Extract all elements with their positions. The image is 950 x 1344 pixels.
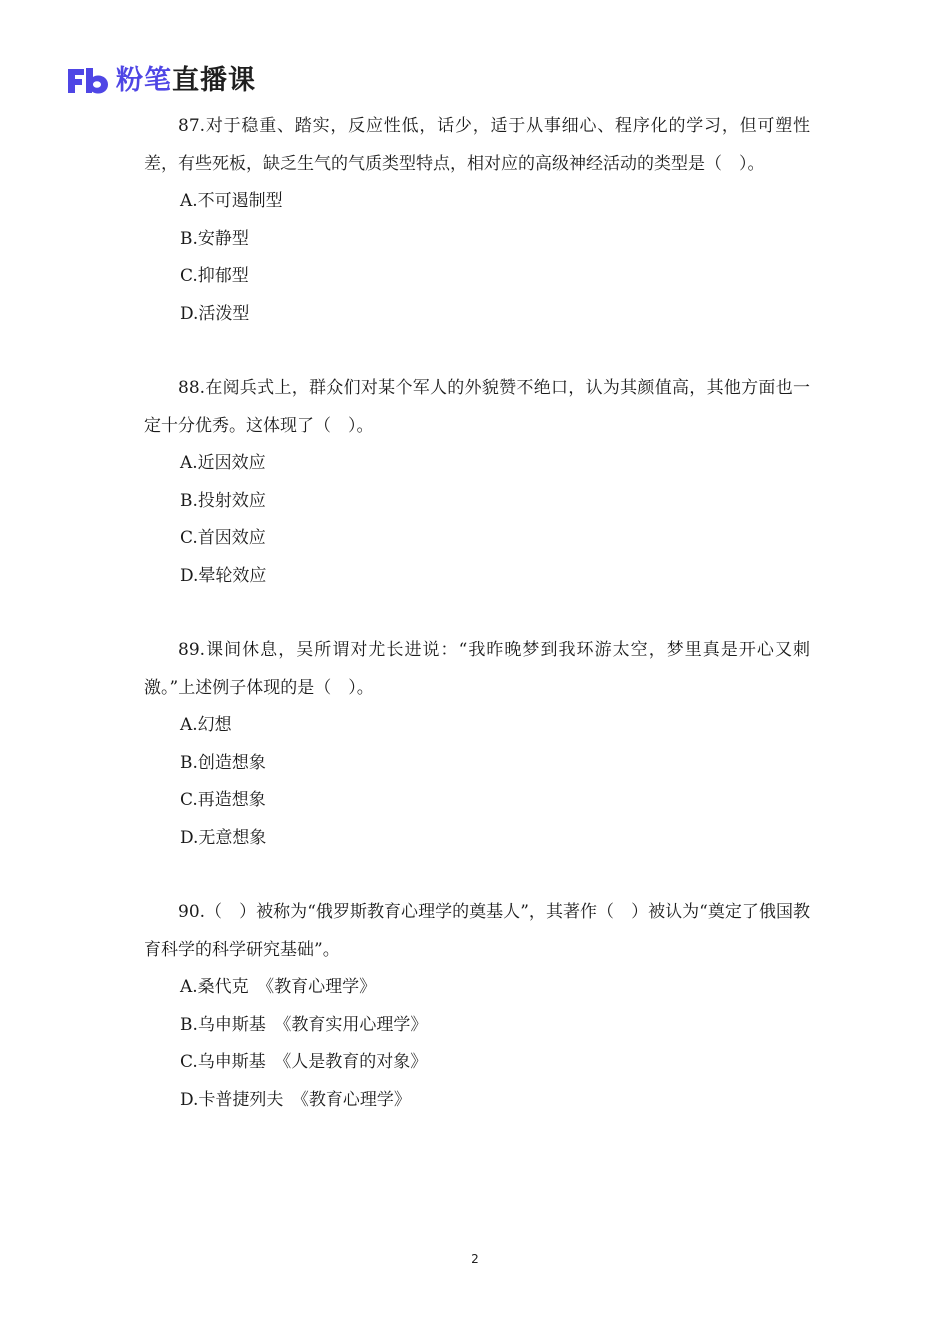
option-a: A.近因效应 [180, 453, 266, 473]
option-d: D.活泼型 [180, 303, 250, 324]
logo-brand-text: 粉笔 [116, 65, 172, 96]
question-stem: 88.在阅兵式上，群众们对某个军人的外貌赞不绝口，认为其颜值高，其他方面也一定十分优秀。这体现了（ ）。 [144, 378, 810, 436]
option-b: B.乌申斯基 《教育实用心理学》 [180, 1014, 428, 1035]
question-90 [144, 894, 810, 1119]
question-list [144, 108, 810, 1156]
option-a: A.不可遏制型 [180, 191, 283, 211]
logo-product-text: 直播课 [172, 65, 256, 96]
option-d: D.卡普捷列夫 《教育心理学》 [180, 1089, 411, 1110]
option-d: D.无意想象 [180, 827, 267, 848]
fb-logo-icon [66, 66, 110, 96]
option-b: B.创造想象 [180, 752, 266, 773]
question-stem: 90.（ ）被称为“俄罗斯教育心理学的奠基人”，其著作（ ）被认为“奠定了俄国教育科学的科学研究基础”。 [144, 902, 810, 960]
option-d: D.晕轮效应 [180, 565, 267, 586]
page-number: 2 [471, 1252, 479, 1266]
option-c: C.乌申斯基 《人是教育的对象》 [180, 1052, 428, 1072]
question-89 [144, 632, 810, 857]
question-88 [144, 370, 810, 595]
question-stem: 87.对于稳重、踏实，反应性低，话少，适于从事细心、程序化的学习，但可塑性差，有些死板，缺乏生气的气质类型特点，相对应的高级神经活动的类型是（ ）。 [144, 116, 810, 174]
option-b: B.投射效应 [180, 490, 266, 511]
logo-text [116, 64, 256, 98]
question-87 [144, 108, 810, 333]
brand-logo [66, 64, 256, 98]
question-stem: 89.课间休息，吴所谓对尤长进说：“我昨晚梦到我环游太空，梦里真是开心又刺激。”上述例子体现的是（ ）。 [144, 640, 810, 698]
option-c: C.再造想象 [180, 790, 266, 810]
option-a: A.幻想 [180, 715, 232, 735]
option-c: C.抑郁型 [180, 266, 249, 286]
option-a: A.桑代克 《教育心理学》 [180, 977, 377, 997]
option-b: B.安静型 [180, 228, 249, 249]
option-c: C.首因效应 [180, 528, 266, 548]
